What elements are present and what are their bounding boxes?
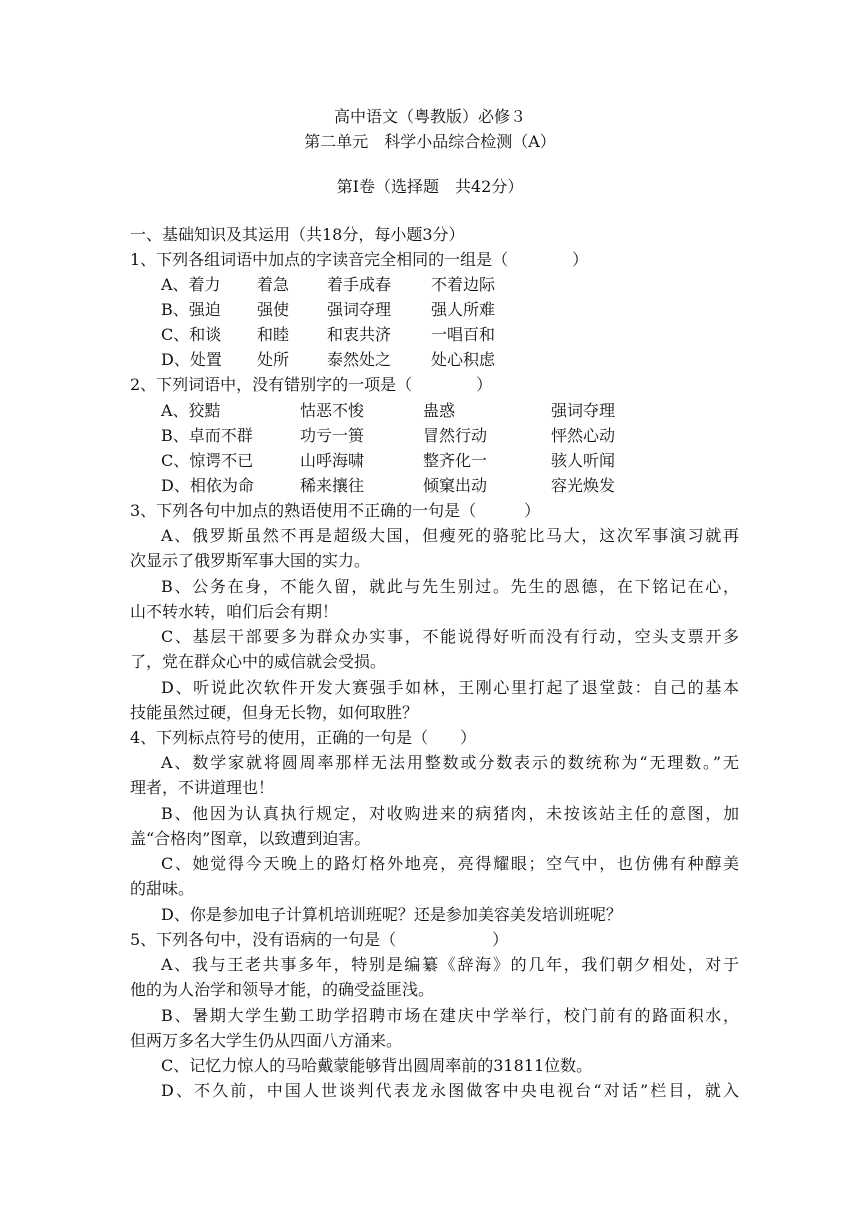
q5-option-a: A、我与王老共事多年，特别是编纂《辞海》的几年，我们朝夕相处，对于 — [161, 955, 739, 974]
q2-cell: 倾窠出动 — [423, 476, 488, 495]
q3-option-b: B、公务在身，不能久留，就此与先生别过。先生的恩德，在下铭记在心， — [161, 577, 739, 596]
doc-title: 高中语文（粤教版）必修３ — [333, 107, 526, 126]
question-1-stem: 1、下列各组词语中加点的字读音完全相同的一组是（ ） — [130, 250, 589, 269]
q4-option-c-cont: 的甜味。 — [130, 879, 195, 898]
q1-cell: D、处置 — [161, 350, 222, 369]
q2-cell: 强词夺理 — [551, 401, 616, 420]
q2-cell: 骇人听闻 — [551, 451, 616, 470]
q2-cell: 怙恶不悛 — [300, 401, 365, 420]
q1-cell: C、和谈 — [161, 325, 222, 344]
q1-cell: 处所 — [257, 350, 290, 369]
q1-cell: 强词夺理 — [327, 300, 392, 319]
q5-option-d: D、不久前，中国人世谈判代表龙永图做客中央电视台“对话”栏目，就入 — [161, 1081, 739, 1100]
q2-cell: 稀来攘往 — [300, 476, 365, 495]
q5-option-b: B、暑期大学生勤工助学招聘市场在建庆中学举行，校门前有的路面积水， — [161, 1006, 739, 1025]
q1-cell: 不着边际 — [431, 275, 496, 294]
q3-option-b-cont: 山不转水转，咱们后会有期！ — [130, 602, 339, 621]
q4-option-a: A、数学家就将圆周率那样无法用整数或分数表示的数统称为“无理数。”无 — [161, 753, 739, 772]
q3-option-c: C、基层干部要多为群众办实事，不能说得好听而没有行动，空头支票开多 — [161, 627, 739, 646]
q3-option-a: A、俄罗斯虽然不再是超级大国，但瘦死的骆驼比马大，这次军事演习就再 — [161, 526, 739, 545]
q5-option-b-cont: 但两万多名大学生仍从四面八方涌来。 — [130, 1031, 403, 1050]
q2-cell: 功亏一篑 — [300, 426, 365, 445]
q1-cell: 着手成春 — [327, 275, 392, 294]
q1-cell: B、强迫 — [161, 300, 221, 319]
q1-cell: 一唱百和 — [431, 325, 496, 344]
doc-subtitle: 第二单元 科学小品综合检测（A） — [304, 132, 556, 151]
question-4-stem: 4、下列标点符号的使用，正确的一句是（ ） — [130, 728, 477, 747]
q2-cell: B、卓而不群 — [161, 426, 253, 445]
q4-option-a-cont: 理者，不讲道理也！ — [130, 778, 275, 797]
q2-cell: 容光焕发 — [551, 476, 616, 495]
section-heading: 一、基础知识及其运用（共18分，每小题3分） — [130, 225, 465, 244]
q2-cell: D、相依为命 — [161, 476, 254, 495]
q1-cell: 和衷共济 — [327, 325, 392, 344]
question-3-stem: 3、下列各句中加点的熟语使用不正确的一句是（ ） — [130, 501, 541, 520]
q2-cell: C、惊谔不已 — [161, 451, 254, 470]
q1-cell: A、着力 — [161, 275, 221, 294]
q5-option-c: C、记忆力惊人的马哈戴蒙能够背出圆周率前的31811位数。 — [161, 1056, 593, 1075]
q2-cell: 山呼海啸 — [300, 451, 365, 470]
q4-option-c: C、她觉得今天晚上的路灯格外地亮，亮得耀眼；空气中，也仿佛有种醇美 — [161, 854, 739, 873]
q1-cell: 和睦 — [257, 325, 290, 344]
q2-cell: 整齐化一 — [423, 451, 488, 470]
question-5-stem: 5、下列各句中，没有语病的一句是（ ） — [130, 930, 509, 949]
q3-option-a-cont: 次显示了俄罗斯军事大国的实力。 — [130, 551, 371, 570]
q5-option-a-cont: 他的为人治学和领导才能，的确受益匪浅。 — [130, 980, 435, 999]
q4-option-b: B、他因为认真执行规定，对收购进来的病猪肉，未按该站主任的意图，加 — [161, 804, 739, 823]
q2-cell: 怦然心动 — [551, 426, 616, 445]
q3-option-c-cont: 了，党在群众心中的威信就会受损。 — [130, 652, 387, 671]
q2-cell: 蛊惑 — [423, 401, 456, 420]
q1-cell: 强使 — [257, 300, 290, 319]
q1-cell: 强人所难 — [431, 300, 496, 319]
q2-cell: A、狡黠 — [161, 401, 221, 420]
question-2-stem: 2、下列词语中，没有错别字的一项是（ ） — [130, 375, 493, 394]
q2-cell: 冒然行动 — [423, 426, 488, 445]
q3-option-d-cont: 技能虽然过硬，但身无长物，如何取胜？ — [130, 703, 419, 722]
part-heading: 第Ⅰ卷（选择题 共42分） — [336, 177, 524, 196]
q4-option-d: D、你是参加电子计算机培训班呢？还是参加美容美发培训班呢？ — [161, 905, 622, 924]
q1-cell: 着急 — [257, 275, 290, 294]
q1-cell: 泰然处之 — [327, 350, 392, 369]
q3-option-d: D、听说此次软件开发大赛强手如林，王刚心里打起了退堂鼓：自己的基本 — [161, 678, 739, 697]
q4-option-b-cont: 盖“合格肉”图章，以致遭到迫害。 — [130, 829, 371, 848]
q1-cell: 处心积虑 — [431, 350, 496, 369]
